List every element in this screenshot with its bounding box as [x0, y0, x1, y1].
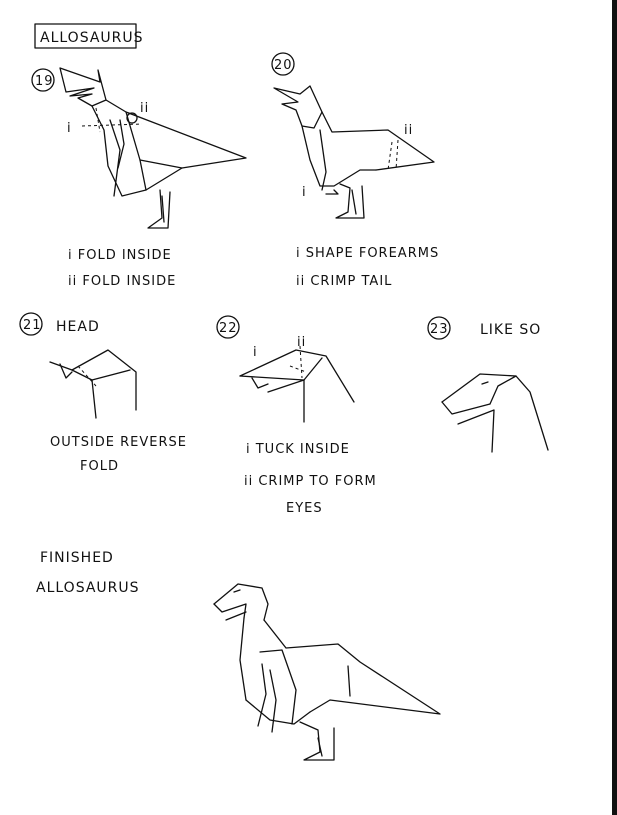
- step-19-note-2: ii FOLD INSIDE: [68, 274, 177, 289]
- step-22: [217, 316, 377, 516]
- step-21-note-2: FOLD: [80, 459, 119, 474]
- step-20-note-1: i SHAPE FOREARMS: [296, 246, 440, 261]
- step-23-number: 23: [430, 322, 449, 337]
- step-23-badge: [428, 317, 450, 339]
- step-22-mark-i: i: [253, 345, 258, 360]
- step-21-head-diagram: [50, 350, 136, 418]
- step-20-number: 20: [274, 58, 293, 73]
- step-22-note-2: ii CRIMP TO FORM: [244, 474, 377, 489]
- step-20: [272, 53, 439, 289]
- step-22-note-3: EYES: [286, 501, 323, 516]
- finished-allosaurus-diagram: [214, 584, 440, 760]
- step-20-mark-ii: ii: [404, 123, 414, 138]
- step-20-badge: [272, 53, 294, 75]
- step-19-mark-i: i: [67, 121, 72, 136]
- step-22-mark-ii: ii: [297, 335, 307, 350]
- step-19-note-1: i FOLD INSIDE: [68, 248, 172, 263]
- finished-label-line-2: ALLOSAURUS: [36, 580, 140, 596]
- page-title: ALLOSAURUS: [40, 30, 144, 46]
- step-19-badge: [32, 69, 54, 91]
- step-23-head-diagram: [442, 374, 548, 452]
- step-21: [20, 313, 187, 474]
- step-22-badge: [217, 316, 239, 338]
- step-23: [428, 317, 548, 452]
- step-22-number: 22: [219, 321, 238, 336]
- step-22-note-1: i TUCK INSIDE: [246, 442, 350, 457]
- finished-section: [36, 550, 440, 760]
- step-19: [32, 68, 246, 289]
- step-21-note-1: OUTSIDE REVERSE: [50, 435, 187, 450]
- step-19-number: 19: [35, 74, 54, 89]
- step-19-dinosaur-diagram: [60, 68, 246, 228]
- page-edge: [612, 0, 617, 815]
- step-21-badge: [20, 313, 42, 335]
- step-20-note-2: ii CRIMP TAIL: [296, 274, 393, 289]
- finished-label-line-1: FINISHED: [40, 550, 114, 566]
- step-19-mark-ii: ii: [140, 101, 150, 116]
- step-23-caption: LIKE SO: [480, 322, 542, 338]
- step-20-mark-i: i: [302, 185, 307, 200]
- step-21-number: 21: [23, 318, 42, 333]
- step-21-caption: HEAD: [56, 319, 100, 335]
- step-20-dinosaur-diagram: [274, 86, 434, 218]
- title-box: [35, 24, 144, 48]
